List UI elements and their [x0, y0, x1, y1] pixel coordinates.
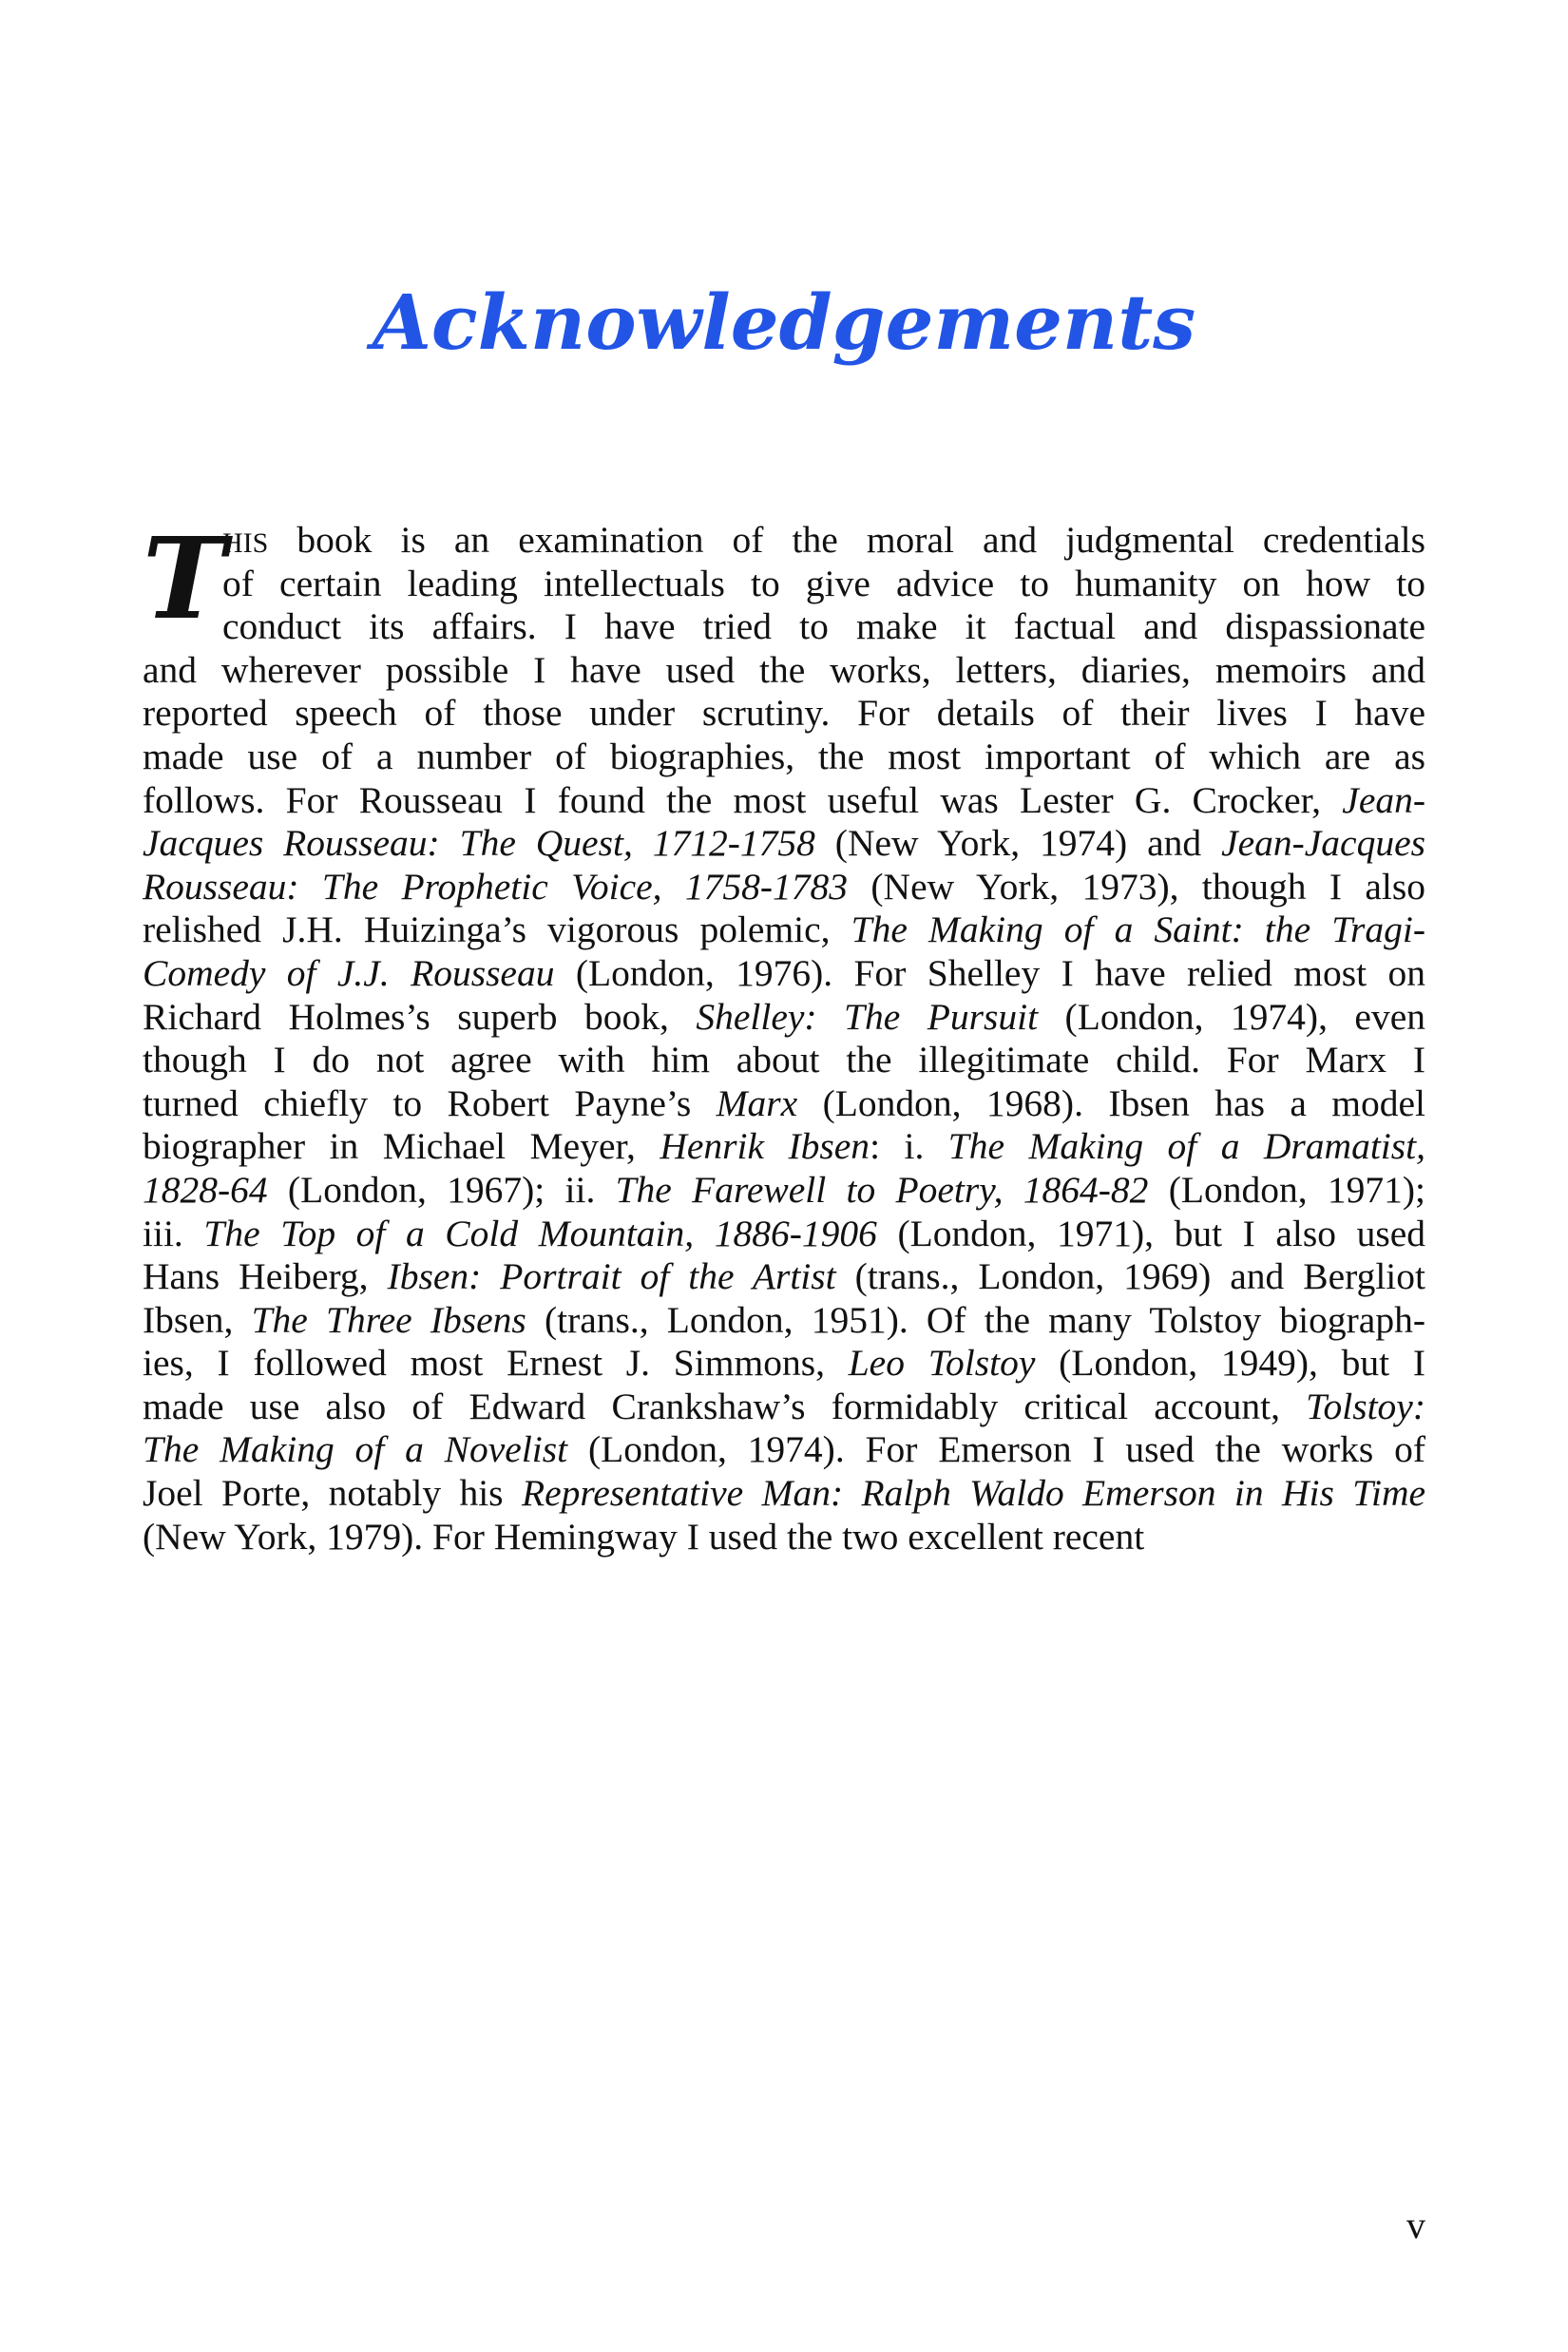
italic-title: Leo Tolstoy [848, 1342, 1036, 1385]
italic-title: Comedy of J.J. Rousseau [143, 951, 555, 994]
text-line [143, 1299, 1425, 1343]
text-line [143, 736, 1425, 779]
text-line [143, 908, 1425, 952]
text-run: Hans Heiberg, [143, 1255, 388, 1298]
italic-title: The Top of a Cold Mountain, 1886-1906 [203, 1212, 877, 1254]
text-run: (New York, 1979). For Hemingway I used the two excellent recent [143, 1515, 1145, 1558]
text-line [143, 1213, 1425, 1256]
text-line [143, 1386, 1425, 1429]
text-run: (London, 1968). Ibsen has a model [797, 1081, 1425, 1124]
italic-title: 1828-64 [143, 1168, 268, 1211]
text-run: ies, I followed most Ernest J. Simmons, [143, 1342, 849, 1385]
text-line [143, 519, 1425, 563]
italic-title: Ibsen: Portrait of the Artist [387, 1255, 836, 1298]
text-line [143, 822, 1425, 866]
text-run: turned chiefly to Robert Payne’s [143, 1081, 717, 1124]
italic-title: The Making of a Novelist [143, 1428, 568, 1471]
text-run: (London, 1976). For Shelley I have relied most on [554, 951, 1425, 994]
text-run: follows. For Rousseau I found the most useful was Lester G. Crocker, [143, 778, 1343, 821]
text-run: Joel Porte, notably his [143, 1472, 522, 1515]
text-line [143, 563, 1425, 606]
text-line [143, 1255, 1425, 1299]
page-number: v [1406, 2204, 1425, 2247]
text-run: (trans., London, 1951). Of the many Tolstoy biograph- [526, 1298, 1425, 1341]
text-run: Richard Holmes’s superb book, [143, 995, 697, 1038]
italic-title: Rousseau: The Prophetic Voice, 1758-1783 [143, 865, 849, 908]
text-line [143, 649, 1425, 693]
text-run: (trans., London, 1969) and Bergliot [835, 1255, 1425, 1298]
text-run: (London, 1949), but I [1035, 1342, 1425, 1385]
text-line [143, 692, 1425, 736]
text-run: relished J.H. Huizinga’s vigorous polemic, [143, 908, 851, 951]
italic-title: Jean- [1342, 778, 1425, 821]
text-run: (New York, 1973), though I also [848, 865, 1425, 908]
drop-cap: T [143, 512, 226, 644]
text-run: made use of a number of biographies, the most important of which are as [143, 735, 1425, 777]
opening-small-caps: HIS [222, 527, 269, 559]
text-run: (London, 1971); [1148, 1168, 1425, 1211]
text-line [143, 1082, 1425, 1126]
text-run: (London, 1967); ii. [267, 1168, 616, 1211]
text-run: (New York, 1974) and [814, 822, 1222, 865]
page-title: Acknowledgements [372, 277, 1196, 367]
text-run: Ibsen, [143, 1298, 252, 1341]
italic-title: Marx [716, 1081, 798, 1124]
text-line [143, 996, 1425, 1040]
text-run: (London, 1974). For Emerson I used the works of [567, 1428, 1425, 1471]
text-line [143, 1039, 1425, 1082]
italic-title: Jean-Jacques [1221, 822, 1425, 865]
italic-title: Jacques Rousseau: The Quest, 1712-1758 [143, 822, 815, 865]
text-line [143, 605, 1425, 649]
text-run: biographer in Michael Meyer, [143, 1125, 660, 1168]
italic-title: Henrik Ibsen [660, 1125, 870, 1168]
italic-title: Tolstoy: [1306, 1385, 1425, 1427]
text-run: : i. [870, 1125, 948, 1168]
italic-title: The Farewell to Poetry, 1864-82 [615, 1168, 1149, 1211]
text-run: and wherever possible I have used the works, letters, diaries, memoirs and [143, 648, 1425, 691]
text-run: though I do not agree with him about the illegitimate child. For Marx I [143, 1039, 1425, 1081]
text-line [143, 779, 1425, 823]
italic-title: Representative Man: Ralph Waldo Emerson in His Time [521, 1472, 1426, 1515]
text-line [143, 866, 1425, 909]
italic-title: The Making of a Saint: the Tragi- [851, 908, 1425, 951]
text-run: (London, 1974), even [1038, 995, 1425, 1038]
italic-title: The Three Ibsens [251, 1298, 526, 1341]
italic-title: Shelley: The Pursuit [696, 995, 1039, 1038]
text-line [143, 1428, 1425, 1472]
text-line [143, 952, 1425, 996]
text-line [143, 1472, 1425, 1516]
text-line [143, 1342, 1425, 1386]
text-line [143, 1169, 1425, 1213]
italic-title: The Making of a Dramatist, [947, 1125, 1425, 1168]
text-run: reported speech of those under scrutiny. For details of their lives I have [143, 692, 1425, 735]
text-line [143, 1516, 1425, 1559]
text-run: (London, 1971), but I also used [876, 1212, 1425, 1254]
text-run: of certain leading intellectuals to give advice to humanity on how to [222, 562, 1425, 604]
text-run: iii. [143, 1212, 204, 1254]
body-paragraph [143, 512, 1426, 1558]
text-line [143, 1125, 1425, 1169]
text-run: book is an examination of the moral and judgmental credentials [268, 519, 1425, 561]
text-run: conduct its affairs. I have tried to make it factual and dispassionate [222, 605, 1425, 648]
text-run: made use also of Edward Crankshaw’s formidably critical account, [143, 1385, 1307, 1427]
